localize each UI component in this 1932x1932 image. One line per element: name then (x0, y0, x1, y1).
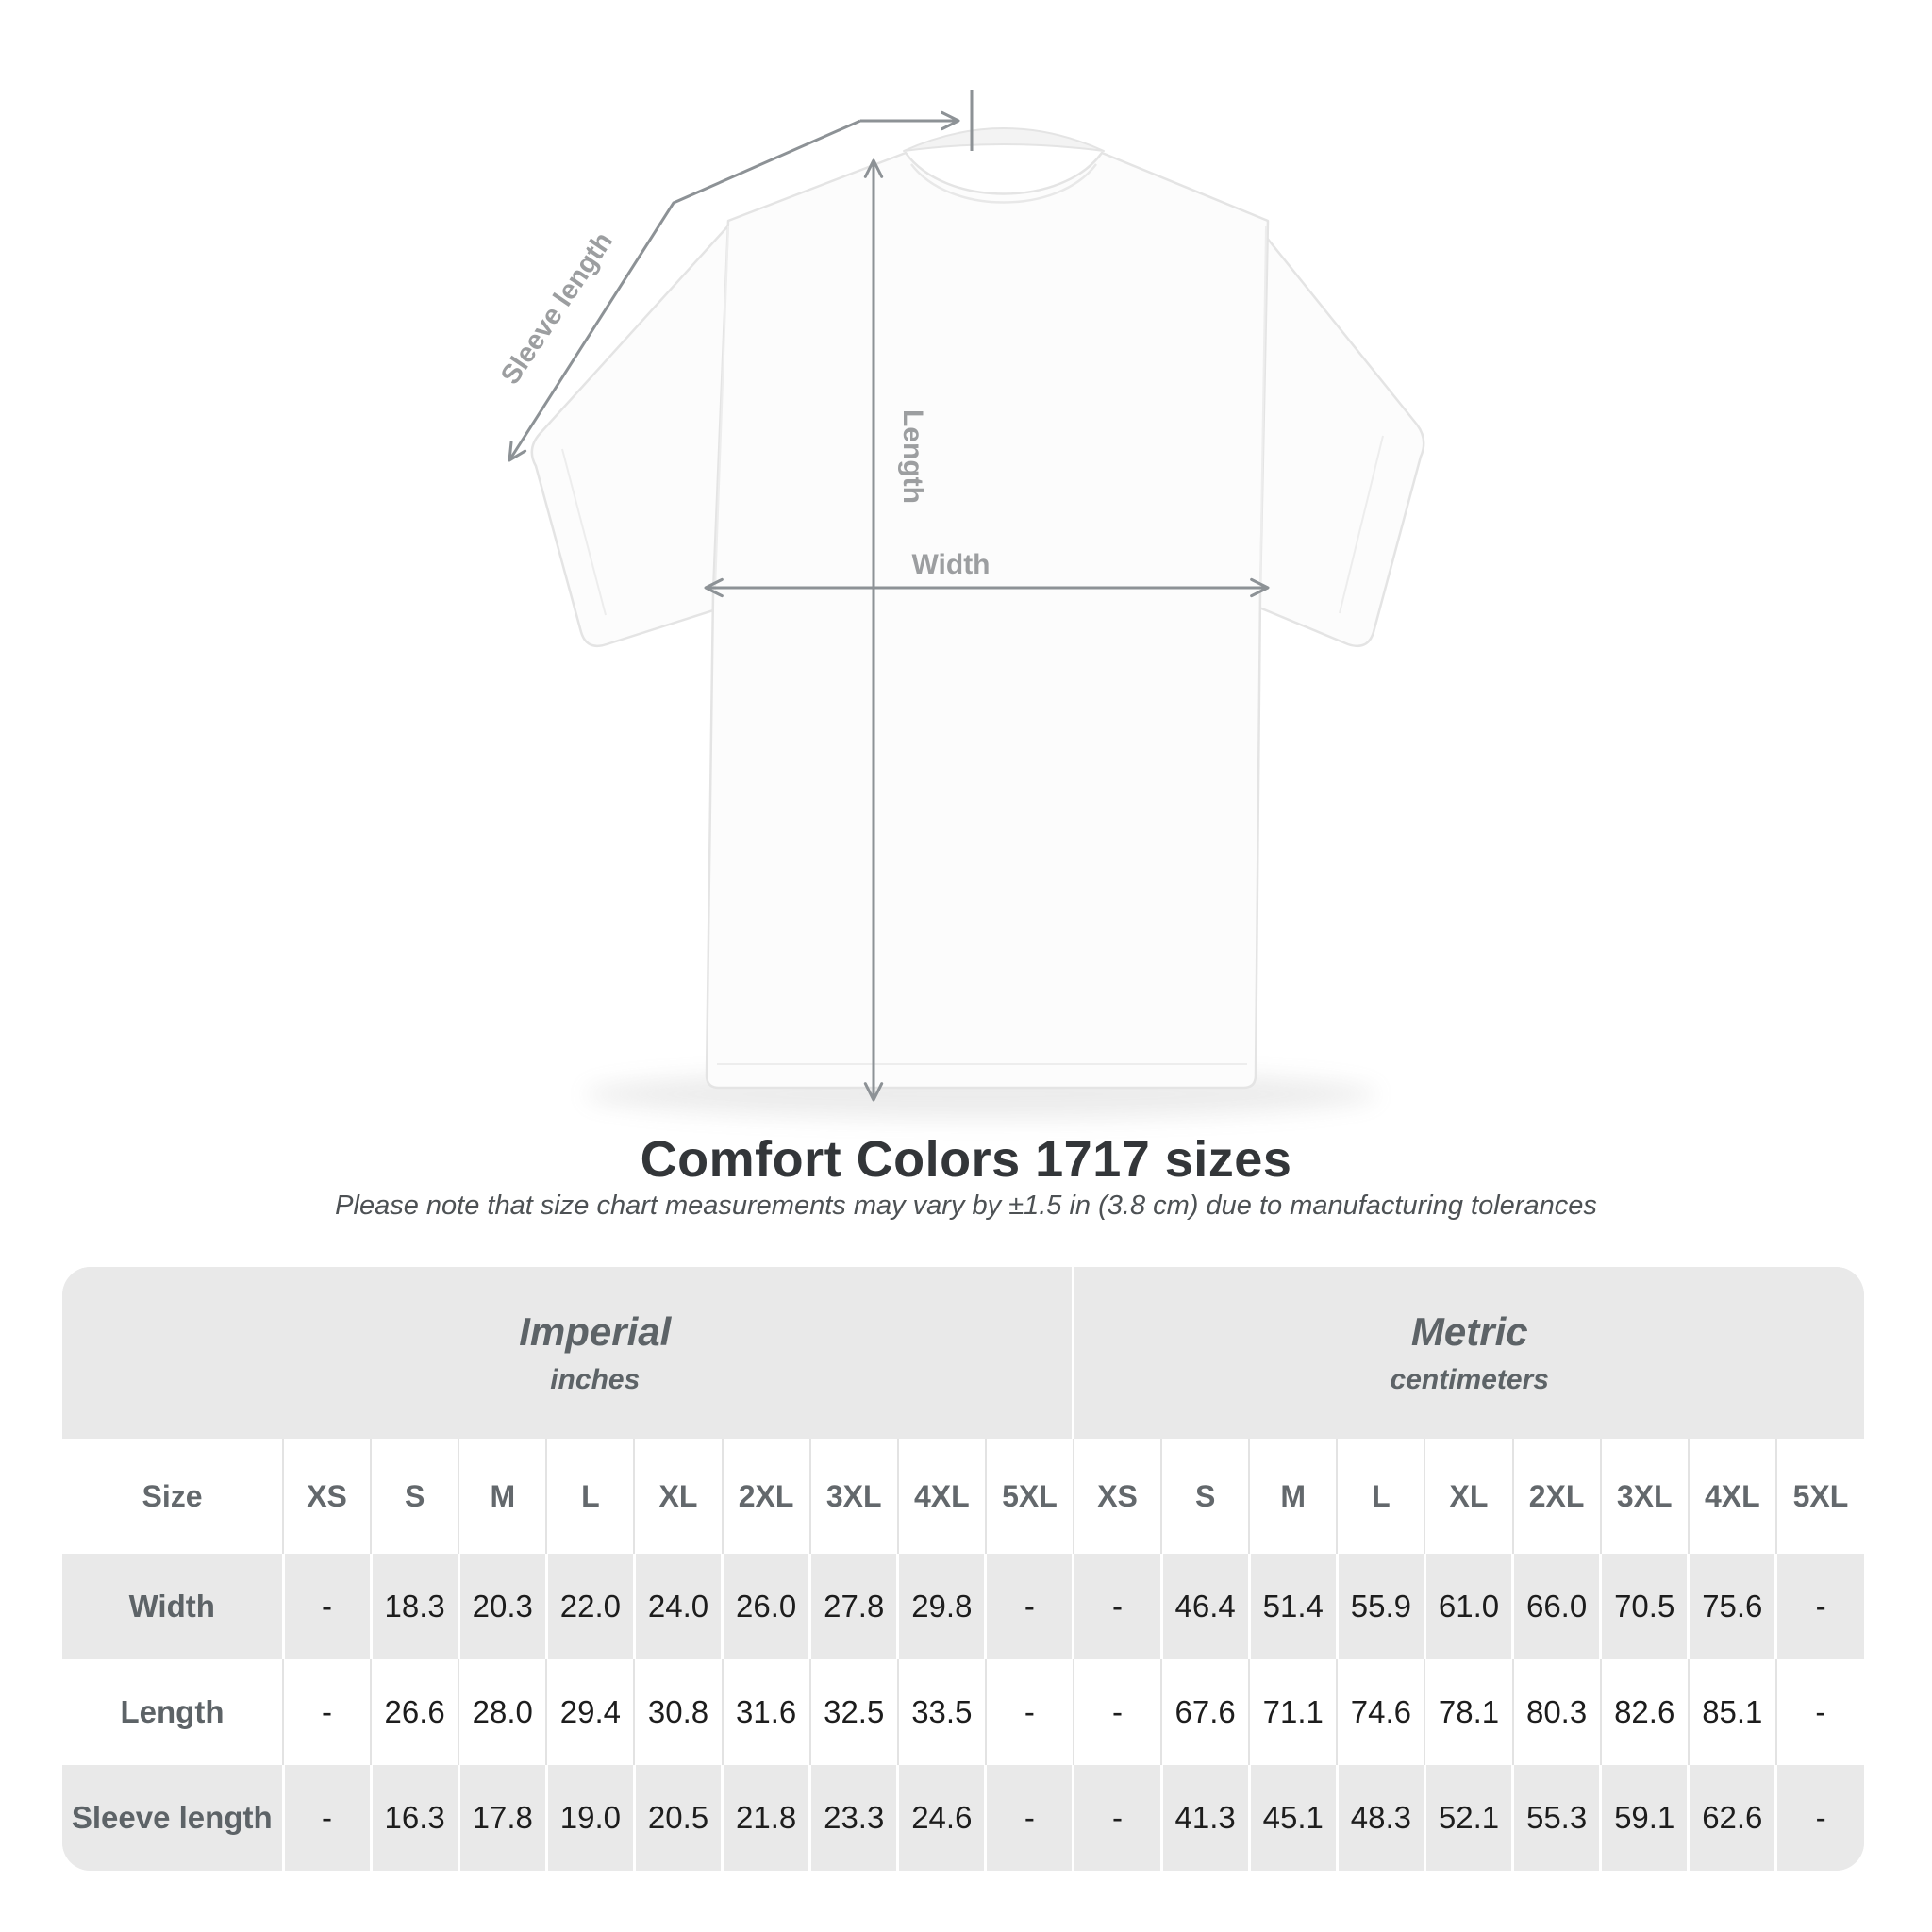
measurement-cell: 55.3 (1513, 1765, 1601, 1871)
measurement-cell: - (283, 1659, 371, 1765)
size-column-header: S (1161, 1439, 1249, 1554)
size-column-header: 4XL (1689, 1439, 1776, 1554)
size-table-panel (62, 1267, 1864, 1871)
size-column-header: XL (1424, 1439, 1512, 1554)
measurement-cell: - (986, 1659, 1074, 1765)
measurement-cell: 80.3 (1513, 1659, 1601, 1765)
measurement-cell: 28.0 (458, 1659, 546, 1765)
size-column-header: 2XL (1513, 1439, 1601, 1554)
imperial-unit-label: inches (550, 1364, 641, 1395)
measurement-cell: 52.1 (1424, 1765, 1512, 1871)
size-column-header: 4XL (898, 1439, 986, 1554)
tshirt-graphic (532, 128, 1424, 1088)
measurement-cell: 48.3 (1337, 1765, 1424, 1871)
measurement-cell: 31.6 (723, 1659, 810, 1765)
measurement-cell: - (986, 1765, 1074, 1871)
measurement-cell: 75.6 (1689, 1554, 1776, 1659)
measurement-cell: 20.5 (634, 1765, 722, 1871)
size-column-header: S (371, 1439, 458, 1554)
measurement-cell: 20.3 (458, 1554, 546, 1659)
measurement-cell: 30.8 (634, 1659, 722, 1765)
row-label: Sleeve length (62, 1765, 283, 1871)
metric-unit-label: centimeters (1390, 1364, 1549, 1395)
tshirt-right-sleeve (1255, 223, 1424, 646)
measurement-cell: 18.3 (371, 1554, 458, 1659)
measurement-cell: 21.8 (723, 1765, 810, 1871)
measurement-cell: 74.6 (1337, 1659, 1424, 1765)
tshirt-body (707, 153, 1268, 1088)
measurement-cell: 27.8 (810, 1554, 898, 1659)
size-table (62, 1267, 1864, 1871)
measurement-cell: 45.1 (1249, 1765, 1337, 1871)
measurement-cell: 51.4 (1249, 1554, 1337, 1659)
sleeve-length-label: Sleeve length (494, 226, 620, 391)
measurement-cell: - (1776, 1765, 1864, 1871)
measurement-cell: - (1074, 1659, 1161, 1765)
metric-unit-header (1074, 1267, 1864, 1439)
size-column-header: 3XL (810, 1439, 898, 1554)
size-column-header: L (1337, 1439, 1424, 1554)
measurement-cell: - (1776, 1554, 1864, 1659)
size-column-header: M (1249, 1439, 1337, 1554)
table-row (62, 1765, 1864, 1871)
row-label: Length (62, 1659, 283, 1765)
tshirt-collar (904, 128, 1104, 151)
measurement-cell: 17.8 (458, 1765, 546, 1871)
measurement-cell: - (1776, 1659, 1864, 1765)
size-column-header: 5XL (1776, 1439, 1864, 1554)
size-column-header: L (546, 1439, 634, 1554)
measurement-cell: - (283, 1554, 371, 1659)
measurement-cell: 24.6 (898, 1765, 986, 1871)
measurement-cell: 24.0 (634, 1554, 722, 1659)
size-column-header: 5XL (986, 1439, 1074, 1554)
page-title: Comfort Colors 1717 sizes (640, 1131, 1292, 1188)
measurement-cell: 26.6 (371, 1659, 458, 1765)
row-label: Width (62, 1554, 283, 1659)
size-header-row (62, 1439, 1864, 1554)
measurement-cell: 59.1 (1601, 1765, 1689, 1871)
measurement-cell: 71.1 (1249, 1659, 1337, 1765)
measurement-cell: 61.0 (1424, 1554, 1512, 1659)
measurement-cell: 23.3 (810, 1765, 898, 1871)
unit-header-row (62, 1267, 1864, 1439)
measurement-cell: 41.3 (1161, 1765, 1249, 1871)
measurement-cell: 33.5 (898, 1659, 986, 1765)
size-column-header: M (458, 1439, 546, 1554)
measurement-cell: 22.0 (546, 1554, 634, 1659)
size-column-header: XS (283, 1439, 371, 1554)
measurement-cell: 19.0 (546, 1765, 634, 1871)
measurement-cell: 78.1 (1424, 1659, 1512, 1765)
imperial-unit-header (62, 1267, 1074, 1439)
measurement-cell: 32.5 (810, 1659, 898, 1765)
tolerance-note: Please note that size chart measurements may vary by ±1.5 in (3.8 cm) due to manufacturing tolerances (335, 1191, 1597, 1221)
measurement-cell: 66.0 (1513, 1554, 1601, 1659)
measurement-cell: - (1074, 1765, 1161, 1871)
table-row (62, 1659, 1864, 1765)
imperial-label: Imperial (519, 1309, 672, 1354)
measurement-cell: 29.4 (546, 1659, 634, 1765)
measurement-cell: 46.4 (1161, 1554, 1249, 1659)
measurement-cell: 55.9 (1337, 1554, 1424, 1659)
length-label: Length (897, 409, 928, 504)
measurement-cell: 16.3 (371, 1765, 458, 1871)
size-column-header: 3XL (1601, 1439, 1689, 1554)
measurement-cell: 82.6 (1601, 1659, 1689, 1765)
metric-label: Metric (1410, 1309, 1528, 1354)
size-column-header: XS (1074, 1439, 1161, 1554)
measurement-cell: 29.8 (898, 1554, 986, 1659)
measurement-cell: - (283, 1765, 371, 1871)
table-row (62, 1554, 1864, 1659)
measurement-cell: 67.6 (1161, 1659, 1249, 1765)
size-column-header: XL (634, 1439, 722, 1554)
size-header-label: Size (62, 1439, 283, 1554)
measurement-cell: - (986, 1554, 1074, 1659)
measurement-cell: - (1074, 1554, 1161, 1659)
measurement-cell: 70.5 (1601, 1554, 1689, 1659)
measurement-cell: 85.1 (1689, 1659, 1776, 1765)
width-label: Width (911, 549, 991, 580)
size-table-body (62, 1554, 1864, 1871)
measurement-cell: 26.0 (723, 1554, 810, 1659)
size-column-header: 2XL (723, 1439, 810, 1554)
measurement-cell: 62.6 (1689, 1765, 1776, 1871)
